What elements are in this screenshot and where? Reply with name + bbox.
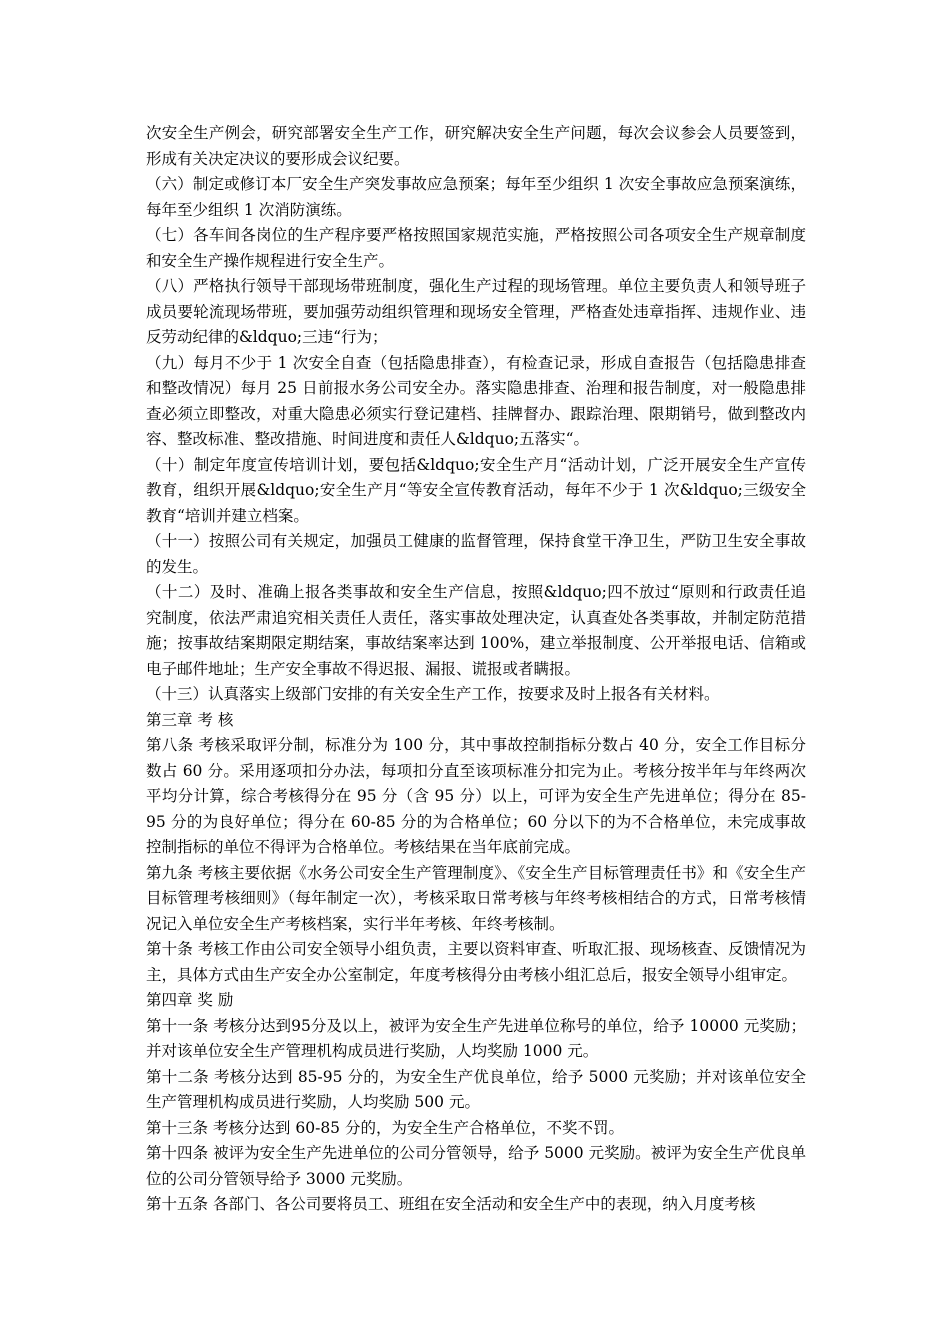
paragraph-item-9: （九）每月不少于 1 次安全自查（包括隐患排查），有检查记录，形成自查报告（包括隐患排查和整改情况）每月 25 日前报水务公司安全办。落实隐患排查、治理和报告制度，对一般隐患排查必须立即整改，对重大隐患必须实行登记建档、挂牌督办、跟踪治理、限期销号，做到整改内容、整改标准、整改措施、时间进度和责任人&ldquo;五落实“。 bbox=[146, 353, 806, 448]
article-12: 第十二条 考核分达到 85-95 分的，为安全生产优良单位，给予 5000 元奖励；并对该单位安全生产管理机构成员进行奖励，人均奖励 500 元。 bbox=[146, 1067, 806, 1111]
paragraph-item-8: （八）严格执行领导干部现场带班制度，强化生产过程的现场管理。单位主要负责人和领导班子成员要轮流现场带班，要加强劳动组织管理和现场安全管理，严格查处违章指挥、违规作业、违反劳动纪律的&ldquo;三违“行为； bbox=[146, 277, 806, 346]
article-13: 第十三条 考核分达到 60-85 分的，为安全生产合格单位，不奖不罚。 bbox=[146, 1118, 624, 1137]
paragraph-item-12: （十二）及时、准确上报各类事故和安全生产信息，按照&ldquo;四不放过“原则和行政责任追究制度，依法严肃追究相关责任人责任，落实事故处理决定，认真查处各类事故，并制定防范措施；按事故结案期限定期结案，事故结案率达到 100%，建立举报制度、公开举报电话、信箱或电子邮件地址；生产安全事故不得迟报、漏报、谎报或者瞒报。 bbox=[146, 583, 806, 678]
paragraph-item-13: （十三）认真落实上级部门安排的有关安全生产工作，按要求及时上报各有关材料。 bbox=[146, 685, 720, 703]
paragraph-item-10: （十）制定年度宣传培训计划，要包括&ldquo;安全生产月“活动计划，广泛开展安全生产宣传教育，组织开展&ldquo;安全生产月“等安全宣传教育活动，每年不少于 1 次&ldquo;三级安全教育“培训并建立档案。 bbox=[146, 455, 806, 525]
paragraph-meeting-minutes: 次安全生产例会，研究部署安全生产工作，研究解决安全生产问题，每次会议参会人员要签到，形成有关决定决议的要形成会议纪要。 bbox=[146, 124, 806, 168]
paragraph-item-11: （十一）按照公司有关规定，加强员工健康的监督管理，保持食堂干净卫生，严防卫生安全事故的发生。 bbox=[146, 532, 806, 576]
paragraph-item-6: （六）制定或修订本厂安全生产突发事故应急预案；每年至少组织 1 次安全事故应急预案演练，每年至少组织 1 次消防演练。 bbox=[146, 175, 806, 219]
article-9: 第九条 考核主要依据《水务公司安全生产管理制度》、《安全生产目标管理责任书》和《安全生产目标管理考核细则》（每年制定一次），考核采取日常考核与年终考核相结合的方式，日常考核情况记入单位安全生产考核档案，实行半年考核、年终考核制。 bbox=[146, 863, 806, 933]
paragraph-item-7: （七）各车间各岗位的生产程序要严格按照国家规范实施，严格按照公司各项安全生产规章制度和安全生产操作规程进行安全生产。 bbox=[146, 226, 806, 270]
article-11: 第十一条 考核分达到95分及以上，被评为安全生产先进单位称号的单位，给予 10000 元奖励；并对该单位安全生产管理机构成员进行奖励，人均奖励 1000 元。 bbox=[146, 1016, 806, 1060]
chapter-4-heading: 第四章 奖 励 bbox=[146, 991, 234, 1009]
article-15: 第十五条 各部门、各公司要将员工、班组在安全活动和安全生产中的表现，纳入月度考核 bbox=[146, 1195, 756, 1213]
article-8: 第八条 考核采取评分制，标准分为 100 分，其中事故控制指标分数占 40 分，安全工作目标分数占 60 分。采用逐项扣分办法，每项扣分直至该项标准分扣完为止。考核分按半年与年终两次平均分计算，综合考核得分在 95 分（含 95 分）以上，可评为安全生产先进单位；得分在 85-95 分的为良好单位；得分在 60-85 分的为合格单位；60 分以下的为不合格单位，未完成事故控制指标的单位不得评为合格单位。考核结果在当年底前完成。 bbox=[146, 736, 806, 856]
chapter-3-heading: 第三章 考 核 bbox=[146, 710, 234, 729]
document-body bbox=[146, 121, 806, 1218]
article-14: 第十四条 被评为安全生产先进单位的公司分管领导，给予 5000 元奖励。被评为安全生产优良单位的公司分管领导给予 3000 元奖励。 bbox=[146, 1144, 806, 1188]
article-10: 第十条 考核工作由公司安全领导小组负责，主要以资料审查、听取汇报、现场核查、反馈情况为主，具体方式由生产安全办公室制定，年度考核得分由考核小组汇总后，报安全领导小组审定。 bbox=[146, 940, 806, 984]
